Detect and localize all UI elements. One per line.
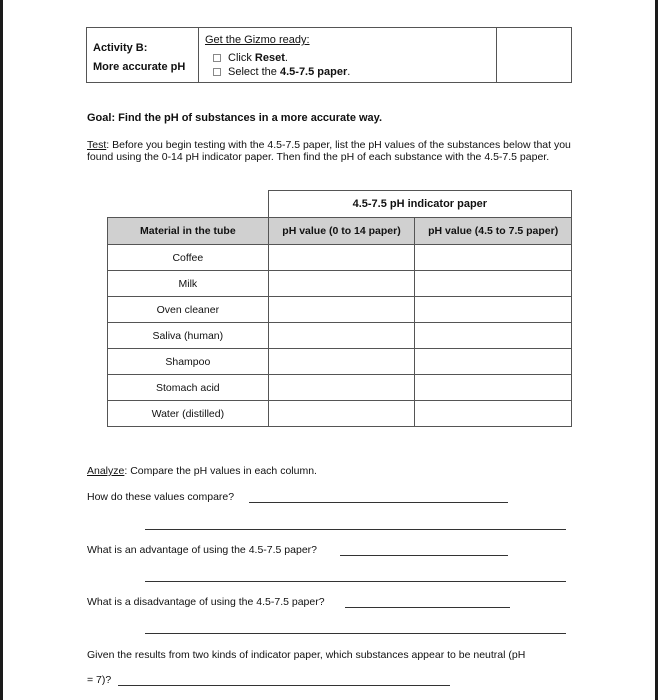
table-corner bbox=[108, 191, 269, 218]
ph-0-14-cell[interactable] bbox=[268, 323, 415, 349]
ph-4-5-7-5-cell[interactable] bbox=[415, 271, 572, 297]
table-row bbox=[108, 271, 572, 297]
analyze-label: Analyze bbox=[87, 465, 125, 477]
page-frame-left bbox=[0, 0, 3, 700]
ph-0-14-cell[interactable] bbox=[268, 297, 415, 323]
checkbox-icon[interactable] bbox=[213, 54, 221, 62]
table-row bbox=[108, 323, 572, 349]
activity-steps bbox=[199, 28, 497, 82]
step2-bold: 4.5-7.5 paper bbox=[279, 66, 348, 78]
step1-suffix: . bbox=[284, 52, 288, 64]
answer-line-2a[interactable] bbox=[340, 555, 508, 556]
answer-line-1a[interactable] bbox=[249, 502, 508, 503]
answer-line-1b[interactable] bbox=[145, 529, 566, 530]
ph-4-5-7-5-cell[interactable] bbox=[415, 297, 572, 323]
header-material: Material in the tube bbox=[108, 218, 269, 245]
step2-prefix: Select the bbox=[228, 66, 280, 78]
activity-title bbox=[87, 28, 199, 82]
steps-heading: Get the Gizmo ready: bbox=[205, 34, 310, 46]
activity-title-line1: Activity B: bbox=[93, 42, 148, 54]
table-row bbox=[108, 245, 572, 271]
answer-line-4[interactable] bbox=[118, 685, 450, 686]
header-ph-4-5-7-5: pH value (4.5 to 7.5 paper) bbox=[415, 218, 572, 245]
material-cell: Oven cleaner bbox=[108, 297, 269, 323]
table-super-header: 4.5-7.5 pH indicator paper bbox=[268, 191, 571, 218]
material-cell: Milk bbox=[108, 271, 269, 297]
ph-0-14-cell[interactable] bbox=[268, 401, 415, 427]
ph-0-14-cell[interactable] bbox=[268, 271, 415, 297]
material-cell: Shampoo bbox=[108, 349, 269, 375]
material-cell: Stomach acid bbox=[108, 375, 269, 401]
answer-line-3a[interactable] bbox=[345, 607, 510, 608]
step1-bold: Reset bbox=[254, 52, 285, 64]
question-4-line2: = 7)? bbox=[87, 674, 112, 686]
question-1: How do these values compare? bbox=[87, 491, 235, 503]
answer-line-3b[interactable] bbox=[145, 633, 566, 634]
ph-4-5-7-5-cell[interactable] bbox=[415, 349, 572, 375]
ph-0-14-cell[interactable] bbox=[268, 375, 415, 401]
checkbox-icon[interactable] bbox=[213, 68, 221, 76]
test-instructions bbox=[87, 139, 577, 163]
table-row bbox=[108, 297, 572, 323]
ph-table bbox=[107, 190, 572, 427]
question-4-line1: Given the results from two kinds of indicator paper, which substances appear to be neutral (pH bbox=[87, 649, 526, 661]
table-row bbox=[108, 401, 572, 427]
goal-text: Goal: Find the pH of substances in a more accurate way. bbox=[87, 112, 383, 124]
test-label: Test bbox=[87, 139, 107, 151]
activity-header-box bbox=[86, 27, 572, 83]
table-row bbox=[108, 375, 572, 401]
test-text: : Before you begin testing with the 4.5-7.5 paper, list the pH values of the substances below that you found using the 0-14 pH indicator paper. Then find the pH of each substance with the 4.5-7.5 paper. bbox=[87, 139, 571, 163]
activity-blank-cell bbox=[497, 28, 571, 82]
analyze-text: : Compare the pH values in each column. bbox=[124, 465, 317, 477]
material-cell: Coffee bbox=[108, 245, 269, 271]
question-3: What is a disadvantage of using the 4.5-7.5 paper? bbox=[87, 596, 325, 608]
ph-4-5-7-5-cell[interactable] bbox=[415, 245, 572, 271]
step-select-paper bbox=[205, 65, 496, 79]
ph-4-5-7-5-cell[interactable] bbox=[415, 401, 572, 427]
analyze-instructions bbox=[87, 465, 317, 477]
ph-0-14-cell[interactable] bbox=[268, 245, 415, 271]
table-header-row bbox=[108, 218, 572, 245]
answer-line-2b[interactable] bbox=[145, 581, 566, 582]
material-cell: Saliva (human) bbox=[108, 323, 269, 349]
step2-suffix: . bbox=[347, 66, 351, 78]
ph-4-5-7-5-cell[interactable] bbox=[415, 375, 572, 401]
activity-title-line2: More accurate pH bbox=[93, 61, 186, 73]
material-cell: Water (distilled) bbox=[108, 401, 269, 427]
step-reset bbox=[205, 51, 496, 65]
ph-0-14-cell[interactable] bbox=[268, 349, 415, 375]
step1-prefix: Click bbox=[228, 52, 255, 64]
ph-4-5-7-5-cell[interactable] bbox=[415, 323, 572, 349]
question-2: What is an advantage of using the 4.5-7.5 paper? bbox=[87, 544, 317, 556]
table-row bbox=[108, 349, 572, 375]
header-ph-0-14: pH value (0 to 14 paper) bbox=[268, 218, 415, 245]
